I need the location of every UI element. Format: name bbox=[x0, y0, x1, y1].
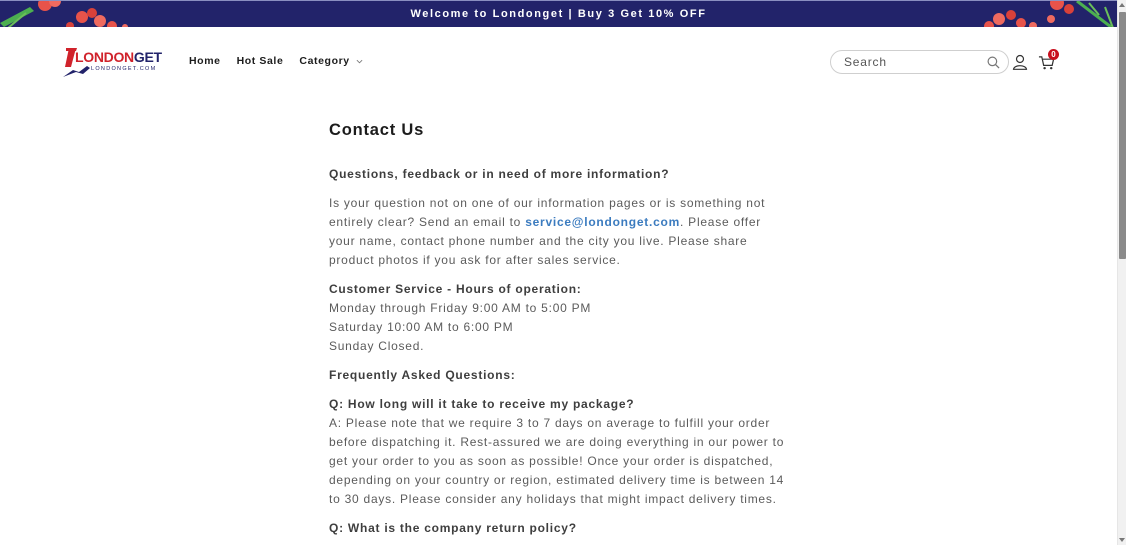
hours-sunday: Sunday Closed. bbox=[329, 339, 425, 353]
hours-weekday: Monday through Friday 9:00 AM to 5:00 PM bbox=[329, 301, 592, 315]
nav-home[interactable]: Home bbox=[189, 55, 221, 67]
scroll-up-arrow-icon[interactable] bbox=[1119, 3, 1125, 7]
page-title: Contact Us bbox=[329, 121, 425, 139]
faq-answer: A: Please note that we require 3 to 7 days on average to fulfill your order before dispatching it. Rest-assured we are doing everything in our power to get your order to you as soon as possible! Once your order is dispatched, depending on your country or region, estimated delivery time is between 14 to 30 days. Please consider any holidays that might impact delivery times. bbox=[329, 416, 785, 506]
faq-question: Q: How long will it take to receive my package? bbox=[329, 397, 635, 411]
intro-heading: Questions, feedback or in need of more information? bbox=[329, 167, 670, 181]
chevron-down-icon bbox=[356, 58, 363, 65]
faq-heading: Frequently Asked Questions: bbox=[329, 368, 516, 382]
logo-wordmark: LONDONGET bbox=[75, 49, 162, 65]
search-icon[interactable] bbox=[987, 56, 1000, 69]
nav-hot-sale[interactable]: Hot Sale bbox=[236, 55, 284, 67]
search-box bbox=[830, 50, 1009, 74]
main-nav bbox=[189, 55, 379, 67]
page-scrollbar[interactable] bbox=[1117, 0, 1126, 545]
logo-subtitle: LONDONGET.COM bbox=[91, 66, 157, 72]
cart-count-badge: 0 bbox=[1048, 49, 1059, 60]
scroll-down-arrow-icon[interactable] bbox=[1119, 538, 1125, 542]
cart-button[interactable] bbox=[1038, 49, 1060, 74]
intro-paragraph: Is your question not on one of our information pages or is something not entirely clear? Send an email to service@londonget.com. Please offer your name, contact phone number and the city you live. Please share product photos if you ask for after sales service. bbox=[329, 196, 766, 267]
email-link[interactable]: service@londonget.com bbox=[525, 215, 681, 229]
announcement-bar bbox=[0, 0, 1117, 27]
flower-decoration-icon bbox=[977, 1, 1117, 27]
contact-content bbox=[329, 118, 789, 538]
logo[interactable] bbox=[63, 47, 163, 79]
scroll-thumb[interactable] bbox=[1119, 12, 1126, 259]
announcement-text: Welcome to Londonget | Buy 3 Get 10% OFF bbox=[410, 8, 707, 20]
hours-saturday: Saturday 10:00 AM to 6:00 PM bbox=[329, 320, 514, 334]
flower-decoration-icon bbox=[0, 1, 130, 27]
nav-category[interactable]: Category bbox=[299, 55, 362, 67]
search-input[interactable] bbox=[844, 55, 984, 69]
site-header bbox=[0, 27, 1117, 97]
faq-question: Q: What is the company return policy? bbox=[329, 521, 577, 535]
hours-heading: Customer Service - Hours of operation: bbox=[329, 282, 582, 296]
account-icon[interactable] bbox=[1012, 54, 1028, 70]
